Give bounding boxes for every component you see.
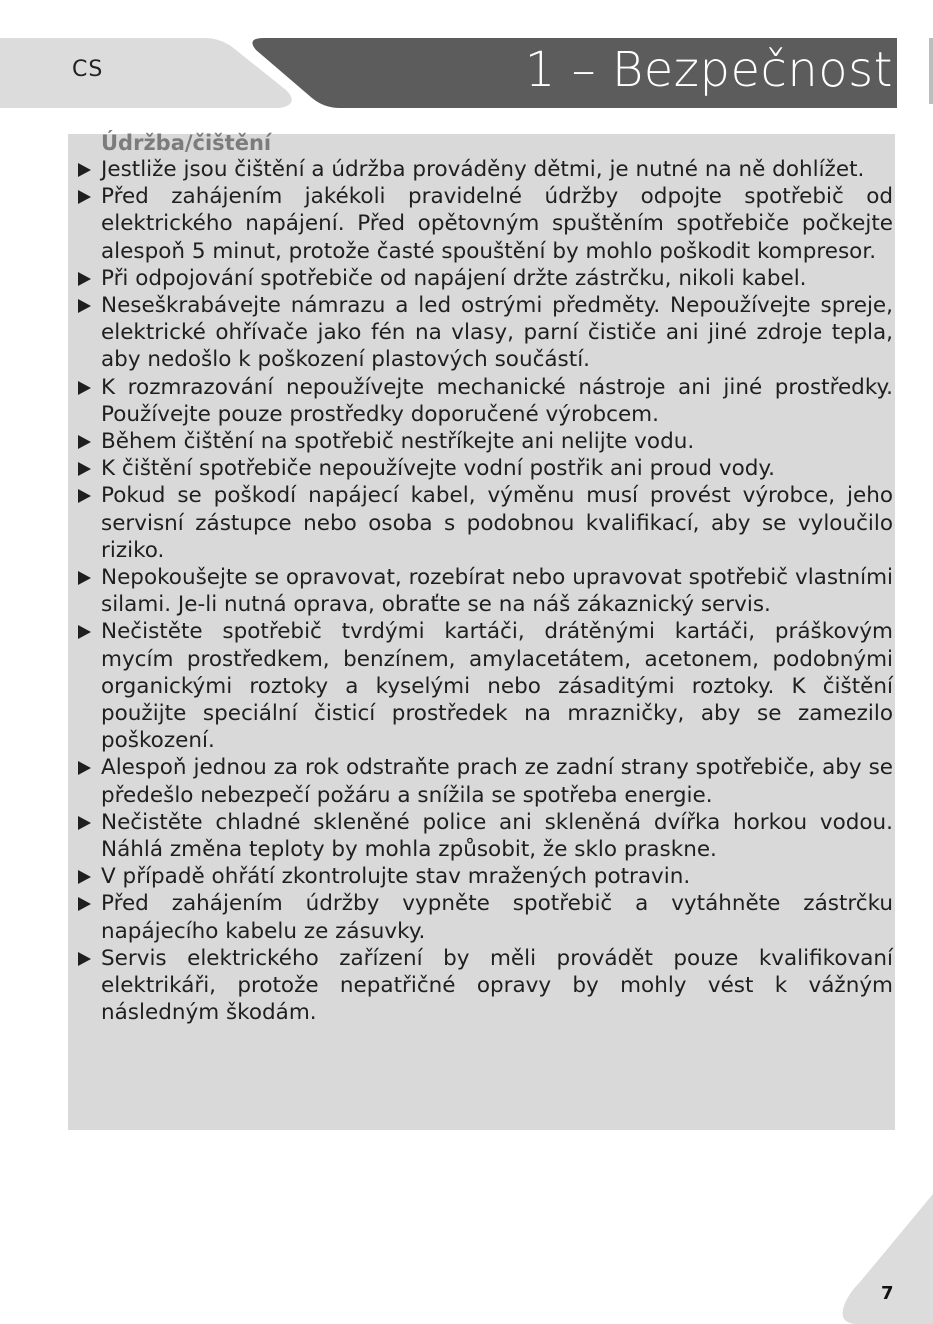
bullet-text: K čištění spotřebiče nepoužívejte vodní postřik ani proud vody. — [101, 456, 775, 482]
bullet-text: Nepokoušejte se opravovat, rozebírat nebo upravovat spotřebič vlastními silami. Je-li nutná oprava, obraťte se na náš zákaznický servis. — [101, 565, 893, 618]
bullet-item — [78, 374, 893, 428]
page-title: 1 – Bezpečnost — [524, 42, 893, 98]
bullet-text: Alespoň jednou za rok odstraňte prach ze zadní strany spotřebiče, aby se předešlo nebezpečí požáru a snížila se spotřeba energie. — [101, 755, 893, 808]
triangle-right-icon — [78, 952, 91, 966]
bullet-text: Během čištění na spotřebič nestříkejte ani nelijte vodu. — [101, 429, 695, 455]
bullet-text: Jestliže jsou čištění a údržba prováděny dětmi, je nutné na ně dohlížet. — [101, 157, 865, 182]
triangle-right-icon — [78, 163, 91, 177]
bullet-item — [78, 428, 893, 455]
triangle-right-icon — [78, 870, 91, 884]
triangle-right-icon — [78, 897, 91, 911]
bullet-text: Před zahájením jakékoli pravidelné údržby odpojte spotřebič od elektrického napájení. Před opětovným spuštěním spotřebiče počkejte alespoň 5 minut, protože časté spouštění by mohlo poškodit kompresor. — [101, 184, 893, 264]
page-edge-mark — [929, 38, 933, 104]
triangle-right-icon — [78, 816, 91, 830]
page-number: 7 — [881, 1283, 894, 1304]
bullet-item — [78, 754, 893, 808]
bullet-item — [78, 890, 893, 944]
bullet-item — [78, 618, 893, 754]
safety-content-panel — [68, 131, 895, 1130]
triangle-right-icon — [78, 625, 91, 639]
triangle-right-icon — [78, 272, 91, 286]
triangle-right-icon — [78, 761, 91, 775]
bullet-text: Při odpojování spotřebiče od napájení držte zástrčku, nikoli kabel. — [101, 265, 807, 291]
bullet-text: Servis elektrického zařízení by měli provádět pouze kvalifikovaní elektrikáři, protože nepatřičné opravy by mohly vést k vážným následným škodám. — [101, 945, 893, 1026]
section-heading: Údržba/čištění — [101, 131, 272, 155]
triangle-right-icon — [78, 571, 91, 585]
triangle-right-icon — [78, 489, 91, 503]
page-corner-shape — [838, 1194, 933, 1324]
language-code: CS — [72, 57, 104, 82]
triangle-right-icon — [78, 381, 91, 395]
bullet-item — [78, 292, 893, 374]
bullet-item — [78, 183, 893, 265]
bullet-item — [78, 455, 893, 482]
bullet-text: Nečistěte spotřebič tvrdými kartáči, drátěnými kartáči, práškovým mycím prostředkem, benzínem, amylacetátem, acetonem, podobnými organickými roztoky a kyselými nebo zásaditými roztoky. K čištění použijte speciální čisticí prostředek na mrazničky, aby se zamezilo poškození. — [101, 619, 893, 754]
bullet-text: Neseškrabávejte námrazu a led ostrými předměty. Nepoužívejte spreje, elektrické ohřívače jako fén na vlasy, parní čističe ani jiné zdroje tepla, aby nedošlo k poškození plastových součástí. — [101, 293, 893, 373]
bullet-text: Nečistěte chladné skleněné police ani skleněná dvířka horkou vodou. Náhlá změna teploty by mohla způsobit, že sklo praskne. — [101, 809, 893, 863]
bullet-text: Pokud se poškodí napájecí kabel, výměnu musí provést výrobce, jeho servisní zástupce nebo osoba s podobnou kvalifikací, aby se vyloučilo riziko. — [101, 483, 893, 563]
triangle-right-icon — [78, 462, 91, 476]
maintenance-bullet-list — [78, 156, 893, 1027]
bullet-item — [78, 863, 893, 890]
bullet-text: V případě ohřátí zkontrolujte stav mražených potravin. — [101, 864, 691, 890]
bullet-item — [78, 156, 893, 183]
triangle-right-icon — [78, 435, 91, 449]
bullet-text: K rozmrazování nepoužívejte mechanické nástroje ani jiné prostředky. Používejte pouze prostředky doporučené výrobcem. — [101, 374, 893, 427]
bullet-item — [78, 564, 893, 618]
triangle-right-icon — [78, 299, 91, 313]
triangle-right-icon — [78, 190, 91, 204]
bullet-item — [78, 809, 893, 863]
bullet-item — [78, 265, 893, 292]
bullet-text: Před zahájením údržby vypněte spotřebič a vytáhněte zástrčku napájecího kabelu ze zásuvky. — [101, 891, 893, 944]
bullet-item — [78, 482, 893, 564]
bullet-item — [78, 945, 893, 1027]
